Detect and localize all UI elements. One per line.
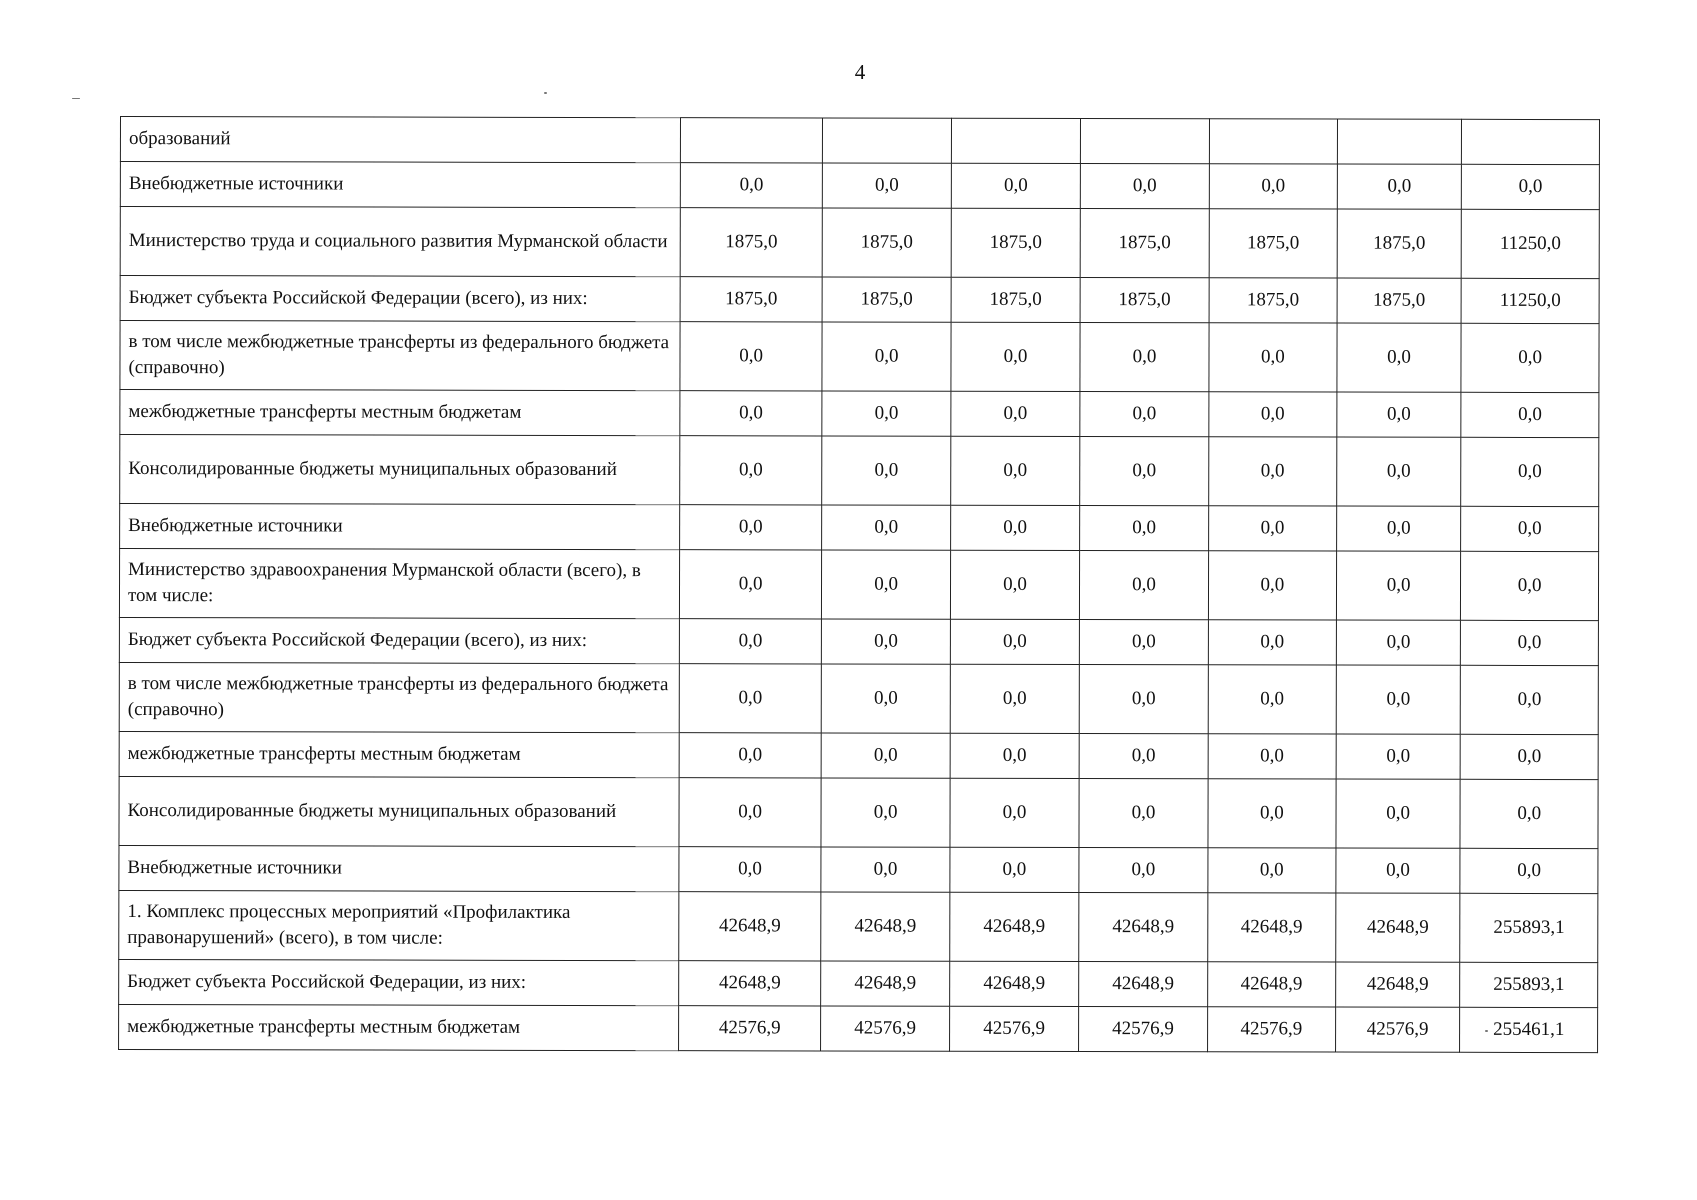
value-cell: 1875,0: [1209, 209, 1337, 278]
value-cell: 11250,0: [1462, 209, 1600, 278]
value-cell: 0,0: [821, 619, 950, 664]
value-cell: 0,0: [951, 322, 1080, 391]
value-cell: 1875,0: [680, 208, 822, 277]
value-cell: 0,0: [1080, 164, 1209, 209]
scan-artifact: [544, 92, 547, 94]
value-cell: 0,0: [1462, 164, 1600, 209]
table-row: [119, 1004, 1598, 1052]
row-label: образований: [120, 117, 680, 163]
table-row: [120, 117, 1599, 165]
value-cell: 0,0: [1208, 551, 1336, 620]
table-row: [119, 776, 1598, 848]
value-cell: 0,0: [1209, 437, 1337, 506]
value-cell: 0,0: [1079, 734, 1208, 779]
row-label: межбюджетные трансферты местным бюджетам: [119, 1004, 679, 1050]
budget-table-body: [119, 117, 1600, 1053]
value-cell: 42576,9: [1335, 1007, 1460, 1052]
table-row: [119, 959, 1598, 1007]
value-cell: 0,0: [1079, 620, 1208, 665]
value-cell: 1875,0: [1337, 209, 1462, 278]
value-cell: 0,0: [1080, 392, 1209, 437]
value-cell: 0,0: [950, 550, 1079, 619]
value-cell: 0,0: [950, 619, 1079, 664]
value-cell: 0,0: [680, 436, 822, 505]
value-cell: 0,0: [1336, 620, 1461, 665]
value-cell: 0,0: [679, 664, 821, 733]
table-row: [120, 276, 1599, 324]
row-label: Внебюджетные источники: [120, 162, 680, 208]
value-cell: 0,0: [822, 550, 951, 619]
row-label: Министерство труда и социального развития Мурманской области: [120, 207, 680, 277]
row-label: Бюджет субъекта Российской Федерации (всего), из них:: [120, 276, 680, 322]
value-cell: 0,0: [1461, 551, 1599, 620]
budget-table-container: [118, 116, 1600, 1053]
value-cell: 42576,9: [679, 1006, 821, 1051]
value-cell: 255461,1: [1460, 1007, 1598, 1052]
value-cell: 0,0: [821, 664, 950, 733]
value-cell: 255893,1: [1460, 893, 1598, 962]
page-number: 4: [854, 60, 866, 84]
value-cell: 0,0: [1336, 437, 1461, 506]
value-cell: 0,0: [950, 733, 1079, 778]
value-cell: 0,0: [1336, 848, 1461, 893]
value-cell: 42576,9: [950, 1006, 1079, 1051]
value-cell: 0,0: [1079, 848, 1208, 893]
value-cell: 0,0: [1461, 392, 1599, 437]
value-cell: 0,0: [1209, 392, 1337, 437]
value-cell: 0,0: [950, 847, 1079, 892]
value-cell: 42648,9: [1335, 893, 1460, 962]
table-row: [120, 504, 1599, 552]
value-cell: 0,0: [680, 550, 822, 619]
table-row: [120, 390, 1599, 438]
value-cell: 0,0: [950, 778, 1079, 847]
table-row: [119, 617, 1598, 665]
table-row: [119, 890, 1598, 962]
value-cell: 0,0: [1461, 620, 1599, 665]
table-row: [119, 731, 1598, 779]
value-cell: 0,0: [1337, 164, 1462, 209]
table-row: [119, 662, 1598, 734]
value-cell: 0,0: [822, 505, 951, 550]
value-cell: 0,0: [822, 436, 951, 505]
value-cell: 0,0: [1461, 323, 1599, 392]
value-cell: 42576,9: [821, 1006, 950, 1051]
row-label: Бюджет субъекта Российской Федерации (всего), из них:: [119, 617, 679, 663]
value-cell: 1875,0: [951, 277, 1080, 322]
table-row: [119, 549, 1598, 621]
value-cell: 0,0: [680, 163, 822, 208]
value-cell: 1875,0: [680, 277, 822, 322]
value-cell: 0,0: [1079, 665, 1208, 734]
row-label: межбюджетные трансферты местным бюджетам: [120, 390, 680, 436]
row-label: Бюджет субъекта Российской Федерации, из них:: [119, 959, 679, 1005]
value-cell: 0,0: [1461, 506, 1599, 551]
row-label: в том числе межбюджетные трансферты из федерального бюджета (справочно): [120, 321, 680, 391]
table-row: [120, 435, 1599, 507]
value-cell: 0,0: [680, 391, 822, 436]
value-cell: 0,0: [1460, 779, 1598, 848]
value-cell: 0,0: [1461, 437, 1599, 506]
value-cell: 42648,9: [821, 892, 950, 961]
value-cell: [1209, 119, 1337, 164]
row-label: межбюджетные трансферты местным бюджетам: [119, 731, 679, 777]
value-cell: 0,0: [1208, 779, 1336, 848]
scan-artifact: [72, 98, 80, 99]
value-cell: 0,0: [1208, 734, 1336, 779]
value-cell: 1875,0: [1209, 278, 1337, 323]
value-cell: 0,0: [679, 733, 821, 778]
value-cell: 1875,0: [822, 208, 951, 277]
table-row: [120, 207, 1599, 279]
value-cell: 0,0: [1337, 323, 1462, 392]
value-cell: 0,0: [1209, 506, 1337, 551]
value-cell: 42648,9: [950, 961, 1079, 1006]
value-cell: 0,0: [1208, 665, 1336, 734]
value-cell: 0,0: [1336, 734, 1461, 779]
value-cell: 0,0: [822, 163, 951, 208]
value-cell: 11250,0: [1461, 278, 1599, 323]
value-cell: 42576,9: [1079, 1007, 1208, 1052]
value-cell: 0,0: [821, 733, 950, 778]
value-cell: [823, 118, 952, 163]
value-cell: 0,0: [1460, 734, 1598, 779]
row-label: Внебюджетные источники: [120, 504, 680, 550]
value-cell: 0,0: [821, 778, 950, 847]
value-cell: 0,0: [951, 505, 1080, 550]
value-cell: 0,0: [1336, 506, 1461, 551]
value-cell: 42648,9: [679, 961, 821, 1006]
value-cell: 42648,9: [1079, 893, 1208, 962]
value-cell: 0,0: [679, 778, 821, 847]
value-cell: 42576,9: [1207, 1007, 1335, 1052]
value-cell: 42648,9: [1335, 962, 1460, 1007]
value-cell: 1875,0: [951, 208, 1080, 277]
budget-table: [118, 116, 1600, 1053]
table-row: [120, 162, 1599, 210]
value-cell: 42648,9: [1079, 962, 1208, 1007]
row-label: Внебюджетные источники: [119, 845, 679, 891]
value-cell: 0,0: [1461, 665, 1599, 734]
value-cell: 1875,0: [822, 277, 951, 322]
value-cell: 0,0: [951, 391, 1080, 436]
value-cell: 0,0: [950, 664, 1079, 733]
value-cell: 42648,9: [1208, 893, 1336, 962]
value-cell: [1337, 119, 1462, 164]
value-cell: [1462, 119, 1600, 164]
value-cell: 0,0: [822, 322, 951, 391]
value-cell: 0,0: [679, 847, 821, 892]
value-cell: 0,0: [1079, 551, 1208, 620]
value-cell: 1875,0: [1080, 209, 1209, 278]
value-cell: 0,0: [680, 322, 822, 391]
value-cell: 0,0: [1079, 779, 1208, 848]
value-cell: 0,0: [1336, 551, 1461, 620]
row-label: в том числе межбюджетные трансферты из федерального бюджета (справочно): [119, 662, 679, 732]
value-cell: [951, 118, 1080, 163]
value-cell: 0,0: [1080, 506, 1209, 551]
scan-artifact: [1485, 1030, 1488, 1032]
value-cell: 0,0: [1208, 848, 1336, 893]
row-label: Консолидированные бюджеты муниципальных образований: [119, 776, 679, 846]
row-label: Консолидированные бюджеты муниципальных образований: [120, 435, 680, 505]
value-cell: [681, 118, 823, 163]
value-cell: 42648,9: [1208, 962, 1336, 1007]
value-cell: 0,0: [821, 847, 950, 892]
value-cell: 255893,1: [1460, 962, 1598, 1007]
value-cell: 1875,0: [1337, 278, 1462, 323]
value-cell: 42648,9: [821, 961, 950, 1006]
table-row: [120, 321, 1599, 393]
value-cell: 0,0: [1336, 665, 1461, 734]
value-cell: 0,0: [680, 619, 822, 664]
value-cell: [1080, 119, 1209, 164]
value-cell: 0,0: [1080, 437, 1209, 506]
value-cell: 0,0: [1080, 323, 1209, 392]
value-cell: 0,0: [1336, 779, 1461, 848]
value-cell: 0,0: [822, 391, 951, 436]
row-label: Министерство здравоохранения Мурманской области (всего), в том числе:: [119, 549, 679, 619]
value-cell: 0,0: [1208, 620, 1336, 665]
value-cell: 0,0: [951, 436, 1080, 505]
value-cell: 42648,9: [679, 892, 821, 961]
value-cell: 0,0: [1460, 848, 1598, 893]
value-cell: 1875,0: [1080, 278, 1209, 323]
value-cell: 0,0: [1209, 323, 1337, 392]
value-cell: 0,0: [951, 163, 1080, 208]
table-row: [119, 845, 1598, 893]
value-cell: 42648,9: [950, 892, 1079, 961]
value-cell: 0,0: [1337, 392, 1462, 437]
value-cell: 0,0: [1209, 164, 1337, 209]
value-cell: 0,0: [680, 505, 822, 550]
row-label: 1. Комплекс процессных мероприятий «Профилактика правонарушений» (всего), в том числе:: [119, 890, 679, 960]
